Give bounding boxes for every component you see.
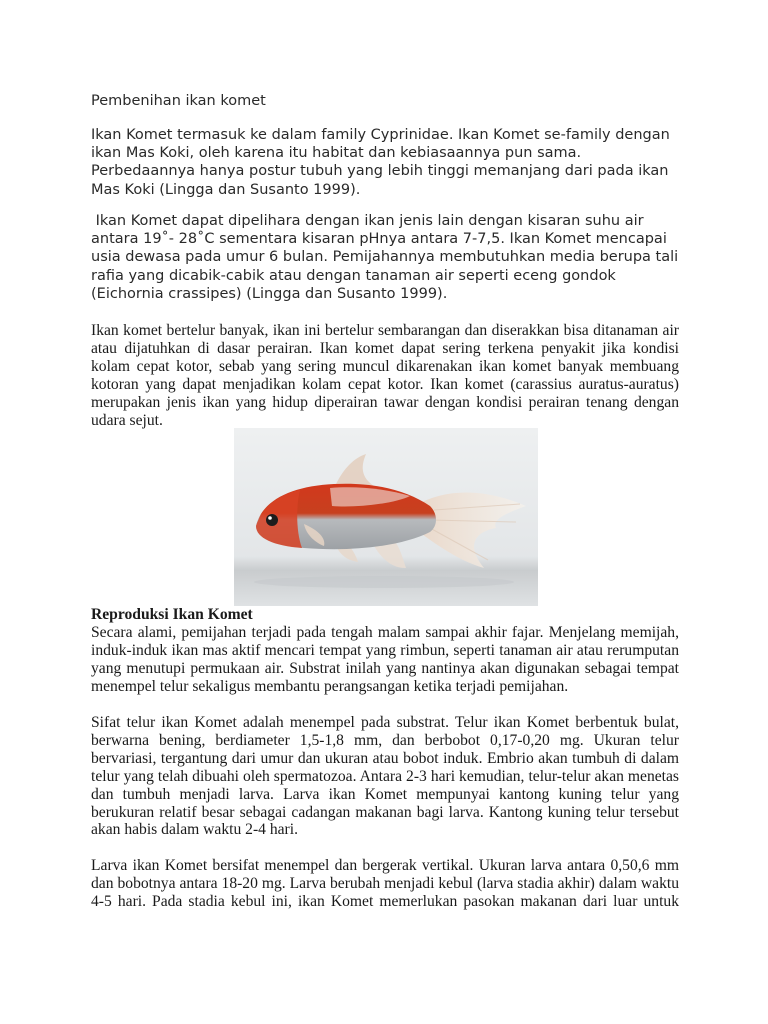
paragraph-egg-properties: Sifat telur ikan Komet adalah menempel pada substrat. Telur ikan Komet berbentuk bulat, berwarna bening, berdiameter 1,5-1,8 mm, dan berbobot 0,17-0,20 mg. Ukuran telur bervariasi, tergantung dari umur dan ukuran atau bobot induk. Embrio akan tumbuh di dalam telur yang telah dibuahi oleh spermatozoa. Antara 2-3 hari kemudian, telur-telur akan menetas dan tumbuh menjadi larva. Larva ikan Komet mempunyai kantong kuning telur yang berukuran relatif besar sebagai cadangan makanan bagi larva. Kantong kuning telur tersebut akan habis dalam waktu 2-4 hari. [91,714,679,839]
document-title: Pembenihan ikan komet [91,93,266,109]
fish-eye [266,514,278,526]
comet-fish-photo [234,428,538,606]
paragraph-family: Ikan Komet termasuk ke dalam family Cyprinidae. Ikan Komet se-family dengan ikan Mas Koki, oleh karena itu habitat dan kebiasaannya pun sama. Perbedaannya hanya postur tubuh yang lebih tinggi memanjang dari pada ikan Mas Koki (Lingga dan Susanto 1999). [91,127,670,198]
photo-reflection [254,576,514,588]
section-heading: Reproduksi Ikan Komet [91,606,253,623]
paragraph-care: Ikan Komet dapat dipelihara dengan ikan jenis lain dengan kisaran suhu air antara 19˚- 28˚C sementara kisaran pHnya antara 7-7,5. Ikan Komet mencapai usia dewasa pada umur 6 bulan. Pemijahannya membutuhkan media berupa tali rafia yang dicabik-cabik atau dengan tanaman air seperti eceng gondok (Eichornia crassipes) (Lingga dan Susanto 1999). [91,213,679,302]
paragraph-spawning: Secara alami, pemijahan terjadi pada tengah malam sampai akhir fajar. Menjelang memijah, induk-induk ikan mas aktif mencari tempat yang rimbun, seperti tanaman air atau rerumputan yang menutupi permukaan air. Substrat inilah yang nantinya akan digunakan sebagai tempat menempel telur sekaligus membantu perangsangan ketika terjadi pemijahan. [91,624,679,695]
paragraph-larva: Larva ikan Komet bersifat menempel dan bergerak vertikal. Ukuran larva antara 0,50,6 mm dan bobotnya antara 18-20 mg. Larva berubah menjadi kebul (larva stadia akhir) dalam waktu 4-5 hari. Pada stadia kebul ini, ikan Komet memerlukan pasokan makanan dari luar untuk [91,857,679,910]
paragraph-eggs: Ikan komet bertelur banyak, ikan ini bertelur sembarangan dan diserakkan bisa ditanaman air atau dijatuhkan di dasar perairan. Ikan komet dapat sering terkena penyakit jika kondisi kolam cepat kotor, sebab yang sering muncul dikarenakan ikan komet banyak membuang kotoran yang dapat menjadikan kolam cepat kotor. Ikan komet (carassius auratus-auratus) merupakan jenis ikan yang hidup diperairan tawar dengan kondisi perairan tenang dengan udara sejut. [91,322,679,429]
